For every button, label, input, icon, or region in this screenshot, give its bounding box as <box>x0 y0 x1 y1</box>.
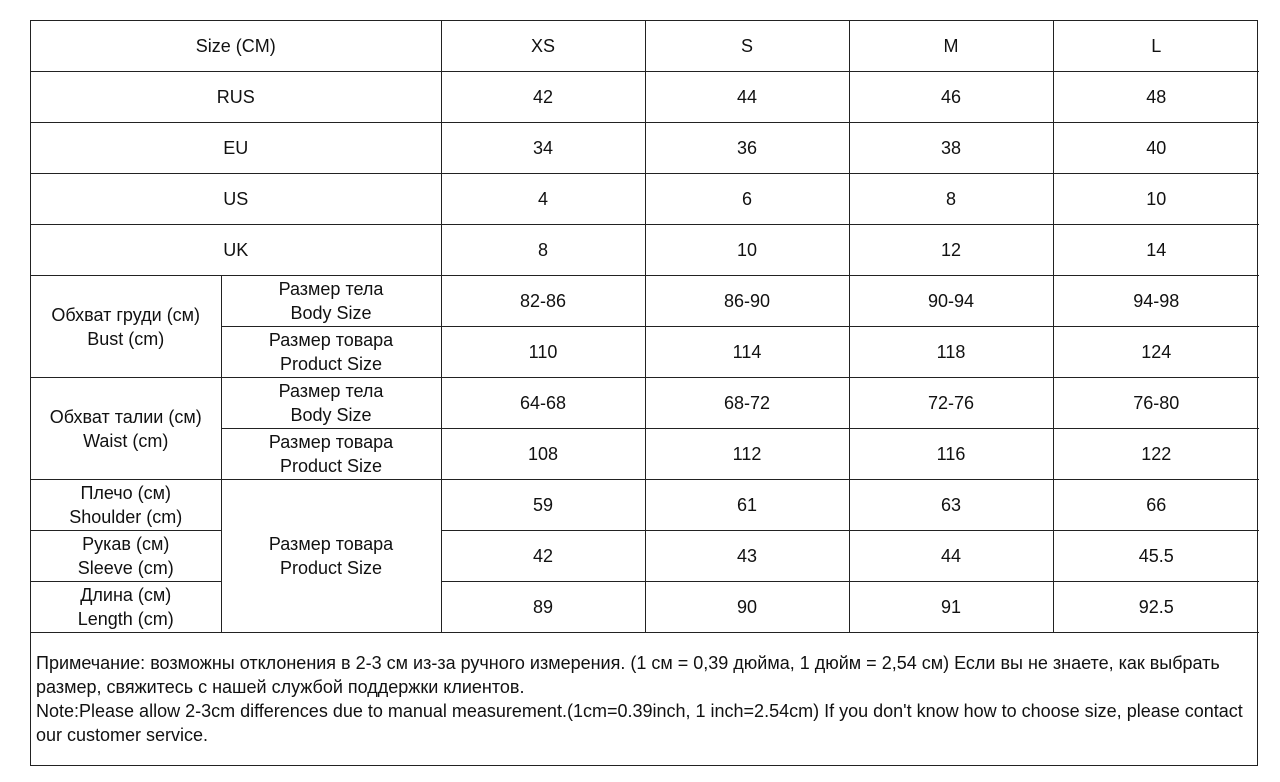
table-row-rus <box>31 72 1259 123</box>
table-cell: 61 <box>645 480 849 531</box>
table-cell: 38 <box>849 123 1053 174</box>
length-label-ru: Длина (см) <box>80 585 172 605</box>
size-table <box>31 21 1259 633</box>
table-cell: 64-68 <box>441 378 645 429</box>
table-cell: 6 <box>645 174 849 225</box>
product-size-ru: Размер товара <box>268 330 394 350</box>
table-cell: 89 <box>441 582 645 633</box>
bust-label-en: Bust (cm) <box>87 328 165 349</box>
size-chart <box>30 20 1258 766</box>
table-cell: 42 <box>441 72 645 123</box>
measurement-note <box>36 651 1252 747</box>
table-cell: 91 <box>849 582 1053 633</box>
note-english: Note:Please allow 2-3cm differences due to manual measurement.(1cm=0.39inch, 1 inch=2.54cm) If you don't know how to choose size, please contact our customer service. <box>36 701 1243 745</box>
length-label-en: Length (cm) <box>77 609 174 629</box>
table-row-sleeve <box>31 531 1259 582</box>
table-header-row <box>31 21 1259 72</box>
table-cell: 122 <box>1053 429 1259 480</box>
header-size-cm: Size (CM) <box>31 21 441 72</box>
header-size-m: M <box>849 21 1053 72</box>
table-cell: 10 <box>645 225 849 276</box>
table-cell: 124 <box>1053 327 1259 378</box>
row-label-eu: EU <box>31 123 441 174</box>
table-cell: 43 <box>645 531 849 582</box>
header-size-l: L <box>1053 21 1259 72</box>
table-cell: 82-86 <box>441 276 645 327</box>
table-cell: 10 <box>1053 174 1259 225</box>
table-cell: 118 <box>849 327 1053 378</box>
product-size-ru: Размер товара <box>268 534 394 554</box>
table-cell: 90 <box>645 582 849 633</box>
row-label-us: US <box>31 174 441 225</box>
table-cell: 45.5 <box>1053 531 1259 582</box>
table-cell: 46 <box>849 72 1053 123</box>
table-cell: 8 <box>441 225 645 276</box>
sleeve-label-en: Sleeve (cm) <box>77 558 174 578</box>
row-label-waist <box>31 378 221 480</box>
table-cell: 59 <box>441 480 645 531</box>
row-label-length <box>31 582 221 633</box>
sleeve-label-ru: Рукав (см) <box>82 534 170 554</box>
shoulder-label-en: Shoulder (cm) <box>69 507 183 527</box>
shoulder-label-ru: Плечо (см) <box>80 483 172 503</box>
table-cell: 90-94 <box>849 276 1053 327</box>
sub-label-product-size <box>221 327 441 378</box>
header-size-s: S <box>645 21 849 72</box>
table-cell: 14 <box>1053 225 1259 276</box>
table-row-length <box>31 582 1259 633</box>
product-size-en: Product Size <box>279 456 383 476</box>
table-cell: 72-76 <box>849 378 1053 429</box>
sub-label-product-size <box>221 480 441 633</box>
note-russian: Примечание: возможны отклонения в 2-3 см из-за ручного измерения. (1 см = 0,39 дюйма, 1 дюйм = 2,54 см) Если вы не знаете, как выбрать размер, свяжитесь с нашей службой поддержки клиентов. <box>36 653 1220 697</box>
table-cell: 44 <box>645 72 849 123</box>
waist-label-ru: Обхват талии (см) <box>49 406 202 427</box>
table-cell: 48 <box>1053 72 1259 123</box>
body-size-en: Body Size <box>290 405 372 425</box>
body-size-en: Body Size <box>290 303 372 323</box>
table-row-bust-body <box>31 276 1259 327</box>
table-cell: 114 <box>645 327 849 378</box>
table-row-us <box>31 174 1259 225</box>
table-row-uk <box>31 225 1259 276</box>
product-size-en: Product Size <box>279 558 383 578</box>
sub-label-body-size <box>221 276 441 327</box>
sub-label-product-size <box>221 429 441 480</box>
table-cell: 36 <box>645 123 849 174</box>
table-cell: 92.5 <box>1053 582 1259 633</box>
sub-label-body-size <box>221 378 441 429</box>
body-size-ru: Размер тела <box>278 279 384 299</box>
table-cell: 34 <box>441 123 645 174</box>
table-cell: 12 <box>849 225 1053 276</box>
header-size-xs: XS <box>441 21 645 72</box>
table-cell: 116 <box>849 429 1053 480</box>
table-cell: 76-80 <box>1053 378 1259 429</box>
table-cell: 86-90 <box>645 276 849 327</box>
row-label-sleeve <box>31 531 221 582</box>
table-cell: 63 <box>849 480 1053 531</box>
table-cell: 44 <box>849 531 1053 582</box>
table-cell: 68-72 <box>645 378 849 429</box>
table-cell: 40 <box>1053 123 1259 174</box>
table-cell: 94-98 <box>1053 276 1259 327</box>
table-row-shoulder <box>31 480 1259 531</box>
bust-label-ru: Обхват груди (см) <box>51 304 201 325</box>
table-row-eu <box>31 123 1259 174</box>
table-cell: 66 <box>1053 480 1259 531</box>
row-label-bust <box>31 276 221 378</box>
product-size-ru: Размер товара <box>268 432 394 452</box>
table-cell: 110 <box>441 327 645 378</box>
row-label-uk: UK <box>31 225 441 276</box>
table-cell: 4 <box>441 174 645 225</box>
table-row-waist-body <box>31 378 1259 429</box>
table-cell: 108 <box>441 429 645 480</box>
row-label-rus: RUS <box>31 72 441 123</box>
row-label-shoulder <box>31 480 221 531</box>
product-size-en: Product Size <box>279 354 383 374</box>
table-cell: 112 <box>645 429 849 480</box>
table-cell: 42 <box>441 531 645 582</box>
body-size-ru: Размер тела <box>278 381 384 401</box>
waist-label-en: Waist (cm) <box>83 430 169 451</box>
table-cell: 8 <box>849 174 1053 225</box>
